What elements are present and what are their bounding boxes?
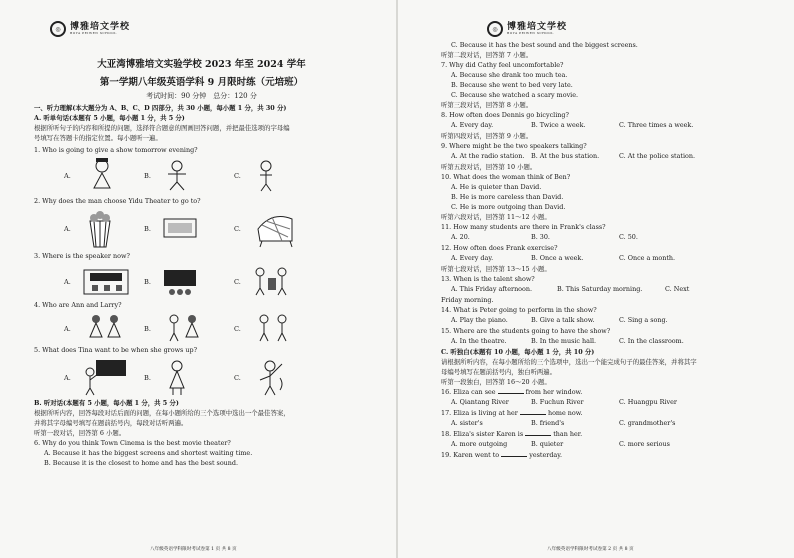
question-7: 7. Why did Cathy feel uncomfortable?	[441, 61, 564, 69]
cinema-screen-icon	[160, 268, 200, 296]
question-14-option-b: B. Give a talk show.	[531, 316, 595, 324]
dialogue-6-note: 听第六段对话，回答第 11～12 小题。	[441, 213, 551, 221]
answer-blank	[525, 429, 551, 436]
question-13-option-c: C. Next	[665, 285, 690, 293]
page-1-footer: 八年级英语学科限时考试卷第 1 页 共 8 页	[150, 547, 237, 552]
opt-c-label: C.	[234, 225, 241, 233]
question-9-option-a: A. At the radio station.	[451, 152, 525, 160]
question-14-options	[441, 315, 768, 326]
part-c-instruction-2: 母编号填写在题前括号内，独白听两遍。	[441, 368, 557, 376]
exam-title: 大亚湾博雅培文实验学校 2023 年至 2024 学年	[97, 59, 306, 70]
dialogue-2-note: 听第二段对话，回答第 7 小题。	[441, 51, 533, 59]
logo-cn: 博雅培文学校	[70, 22, 131, 32]
question-13-options	[441, 284, 768, 295]
question-18-option-b: B. quieter	[531, 440, 564, 448]
question-4-pictures	[34, 313, 369, 343]
question-8-option-c: C. Three times a week.	[619, 121, 694, 129]
opt-c-label: C.	[234, 325, 241, 333]
question-11-option-c: C. 50.	[619, 233, 638, 241]
question-15-options	[441, 336, 768, 347]
dialogue-1-note: 听第一段对话，回答第 6 小题。	[34, 429, 126, 437]
question-1: 1. Who is going to give a show tomorrow evening?	[34, 146, 198, 154]
answer-blank	[498, 387, 524, 394]
monologue-1-note: 听第一段独白，回答第 16～20 小题。	[441, 378, 551, 386]
question-11-option-a: A. 20.	[451, 233, 470, 241]
opt-b-label: B.	[144, 325, 151, 333]
two-boys-icon	[252, 313, 294, 343]
school-logo	[487, 18, 768, 40]
question-16-tail: from her window.	[525, 388, 583, 396]
question-8-option-b: B. Twice a week.	[531, 121, 586, 129]
question-16-option-a: A. Qiantang River	[451, 398, 509, 406]
question-18-tail: than her.	[553, 430, 583, 438]
question-17-tail: home now.	[547, 409, 583, 417]
question-9-option-c: C. At the police station.	[619, 152, 696, 160]
opt-a-label: A.	[64, 172, 71, 180]
question-11-option-b: B. 30.	[531, 233, 550, 241]
question-14-option-a: A. Play the piano.	[451, 316, 508, 324]
question-10-option-a: A. He is quieter than David.	[451, 183, 542, 191]
part-b-instruction: 根据所听内容，回答每段对话后面的问题，在每小题所给的三个选项中选出一个最佳答案，	[34, 409, 290, 417]
two-kids-icon	[162, 313, 204, 343]
question-19	[441, 450, 768, 460]
question-15: 15. Where are the students going to have the show?	[441, 327, 611, 335]
question-5: 5. What does Tina want to be when she grows up?	[34, 346, 197, 354]
question-6: 6. Why do you think Town Cinema is the best movie theater?	[34, 439, 231, 447]
question-3-pictures	[34, 264, 369, 298]
question-19-stem: 19. Karen went to	[441, 451, 500, 459]
exam-subtitle: 第一学期八年级英语学科 9 月限时练（元培班）	[99, 77, 304, 88]
armchair-icon	[252, 209, 298, 249]
question-8-options	[441, 120, 768, 131]
question-13-option-b: B. This Saturday morning.	[557, 285, 643, 293]
nurse-icon	[162, 358, 192, 396]
opt-a-label: A.	[64, 278, 71, 286]
part-b-heading: B. 听对话(本题有 5 小题，每小题 1 分，共 5 分)	[34, 399, 179, 407]
conductor-icon	[250, 358, 290, 396]
question-10-option-c: C. He is more outgoing than David.	[451, 203, 566, 211]
two-girls-icon	[84, 313, 126, 343]
question-7-option-c: C. Because she watched a scary movie.	[451, 91, 579, 99]
magician-icon	[86, 158, 118, 192]
dialogue-7-note: 听第七段对话，回答第 13～15 小题。	[441, 265, 551, 273]
opt-c-label: C.	[234, 278, 241, 286]
dialogue-5-note: 听第五段对话，回答第 10 小题。	[441, 163, 537, 171]
question-10-option-b: B. He is more careless than David.	[451, 193, 564, 201]
question-11: 11. How many students are there in Frank's class?	[441, 223, 606, 231]
singer-icon	[252, 160, 280, 192]
question-16-options	[441, 397, 768, 408]
question-12-option-c: C. Once a month.	[619, 254, 676, 262]
seal-icon: ◎	[487, 21, 503, 37]
part-c-instruction: 请根据所听内容，在每小题所给的三个选项中，选出一个能完成句子的最佳答案，并将其字	[441, 358, 697, 366]
question-16-option-c: C. Huangpu River	[619, 398, 677, 406]
opt-a-label: A.	[64, 374, 71, 382]
question-6-option-b: B. Because it is the closest to home and has the best sound.	[44, 459, 239, 467]
question-9-option-b: B. At the bus station.	[531, 152, 600, 160]
question-2-pictures	[34, 209, 369, 249]
question-17	[441, 408, 768, 418]
question-12-option-a: A. Every day.	[451, 254, 494, 262]
logo-cn: 博雅培文学校	[507, 22, 568, 32]
part-b-instruction-2: 并将其字母编号填写在题前括号内，每段对话听两遍。	[34, 419, 188, 427]
popcorn-icon	[86, 209, 114, 249]
answer-blank	[501, 450, 527, 457]
question-6-option-a: A. Because it has the biggest screens and shortest waiting time.	[44, 449, 253, 457]
question-17-option-b: B. friend's	[531, 419, 565, 427]
part-a-instruction-2: 号填写在答题卡的指定位置。每小题听一遍。	[34, 134, 162, 142]
question-13-option-c-cont: Friday morning.	[441, 296, 494, 304]
question-9: 9. Where might be the two speakers talking?	[441, 142, 587, 150]
opt-b-label: B.	[144, 172, 151, 180]
exam-info: 考试时间：90 分钟 总分：120 分	[146, 92, 257, 100]
question-1-pictures	[34, 158, 369, 194]
page-2	[397, 0, 794, 558]
people-talking-icon	[250, 266, 294, 296]
opt-c-label: C.	[234, 374, 241, 382]
question-11-options	[441, 232, 768, 243]
question-18-options	[441, 439, 768, 450]
question-16	[441, 387, 768, 397]
question-17-option-c: C. grandmother's	[619, 419, 676, 427]
school-logo	[50, 18, 369, 40]
question-15-option-a: A. In the theatre.	[451, 337, 507, 345]
speaker-icon	[162, 217, 198, 239]
dialogue-3-note: 听第三段对话，回答第 8 小题。	[441, 101, 533, 109]
classroom-icon	[82, 268, 130, 296]
question-4: 4. Who are Ann and Larry?	[34, 301, 122, 309]
answer-blank	[520, 408, 546, 415]
logo-en: BOYA PEIWEN SCHOOL	[70, 31, 117, 35]
question-12-options	[441, 253, 768, 264]
dialogue-4-note: 听第四段对话，回答第 9 小题。	[441, 132, 533, 140]
question-16-stem: 16. Eliza can see	[441, 388, 496, 396]
question-15-option-b: B. In the music hall.	[531, 337, 597, 345]
opt-c-label: C.	[234, 172, 241, 180]
question-17-option-a: A. sister's	[451, 419, 483, 427]
question-5-pictures	[34, 358, 369, 396]
question-19-tail: yesterday.	[529, 451, 563, 459]
question-13: 13. When is the talent show?	[441, 275, 535, 283]
opt-b-label: B.	[144, 278, 151, 286]
question-10: 10. What does the woman think of Ben?	[441, 173, 571, 181]
opt-a-label: A.	[64, 225, 71, 233]
question-12: 12. How often does Frank exercise?	[441, 244, 558, 252]
question-13-option-a: A. This Friday afternoon.	[451, 285, 533, 293]
question-18-option-c: C. more serious	[619, 440, 670, 448]
opt-b-label: B.	[144, 374, 151, 382]
question-6-option-c: C. Because it has the best sound and the biggest screens.	[451, 41, 638, 49]
question-17-stem: 17. Eliza is living at her	[441, 409, 518, 417]
question-8: 8. How often does Dennis go bicycling?	[441, 111, 569, 119]
part-c-heading: C. 听独白(本题有 10 小题，每小题 1 分，共 10 分)	[441, 348, 595, 356]
section-1-heading: 一、听力理解(本大题分为 A、B、C、D 四部分，共 30 小题，每小题 1 分，共 30 分)	[34, 104, 287, 112]
opt-b-label: B.	[144, 225, 151, 233]
page-2-footer: 八年级英语学科限时考试卷第 2 页 共 8 页	[547, 547, 634, 552]
question-2: 2. Why does the man choose Yidu Theater to go to?	[34, 197, 201, 205]
question-12-option-b: B. Once a week.	[531, 254, 584, 262]
question-3: 3. Where is the speaker now?	[34, 252, 130, 260]
question-17-options	[441, 418, 768, 429]
question-8-option-a: A. Every day.	[451, 121, 494, 129]
opt-a-label: A.	[64, 325, 71, 333]
seal-icon: ◎	[50, 21, 66, 37]
question-7-option-b: B. Because she went to bed very late.	[451, 81, 573, 89]
part-a-instruction: 根据所听句子的内容和所提的问题，选择符合题意的图画回答问题，并把最佳选项的字母编	[34, 124, 290, 132]
question-18-option-a: A. more outgoing	[451, 440, 508, 448]
part-a-heading: A. 听单句话(本题有 5 小题，每小题 1 分，共 5 分)	[34, 114, 185, 122]
question-9-options	[441, 151, 768, 162]
question-14-option-c: C. Sing a song.	[619, 316, 668, 324]
question-18	[441, 429, 768, 439]
teacher-icon	[82, 358, 128, 396]
question-14: 14. What is Peter going to perform in the show?	[441, 306, 597, 314]
question-7-option-a: A. Because she drank too much tea.	[451, 71, 568, 79]
question-18-stem: 18. Eliza's sister Karen is	[441, 430, 524, 438]
question-15-option-c: C. In the classroom.	[619, 337, 684, 345]
dancer-icon	[162, 160, 192, 192]
question-16-option-b: B. Fuchun River	[531, 398, 584, 406]
logo-en: BOYA PEIWEN SCHOOL	[507, 31, 554, 35]
